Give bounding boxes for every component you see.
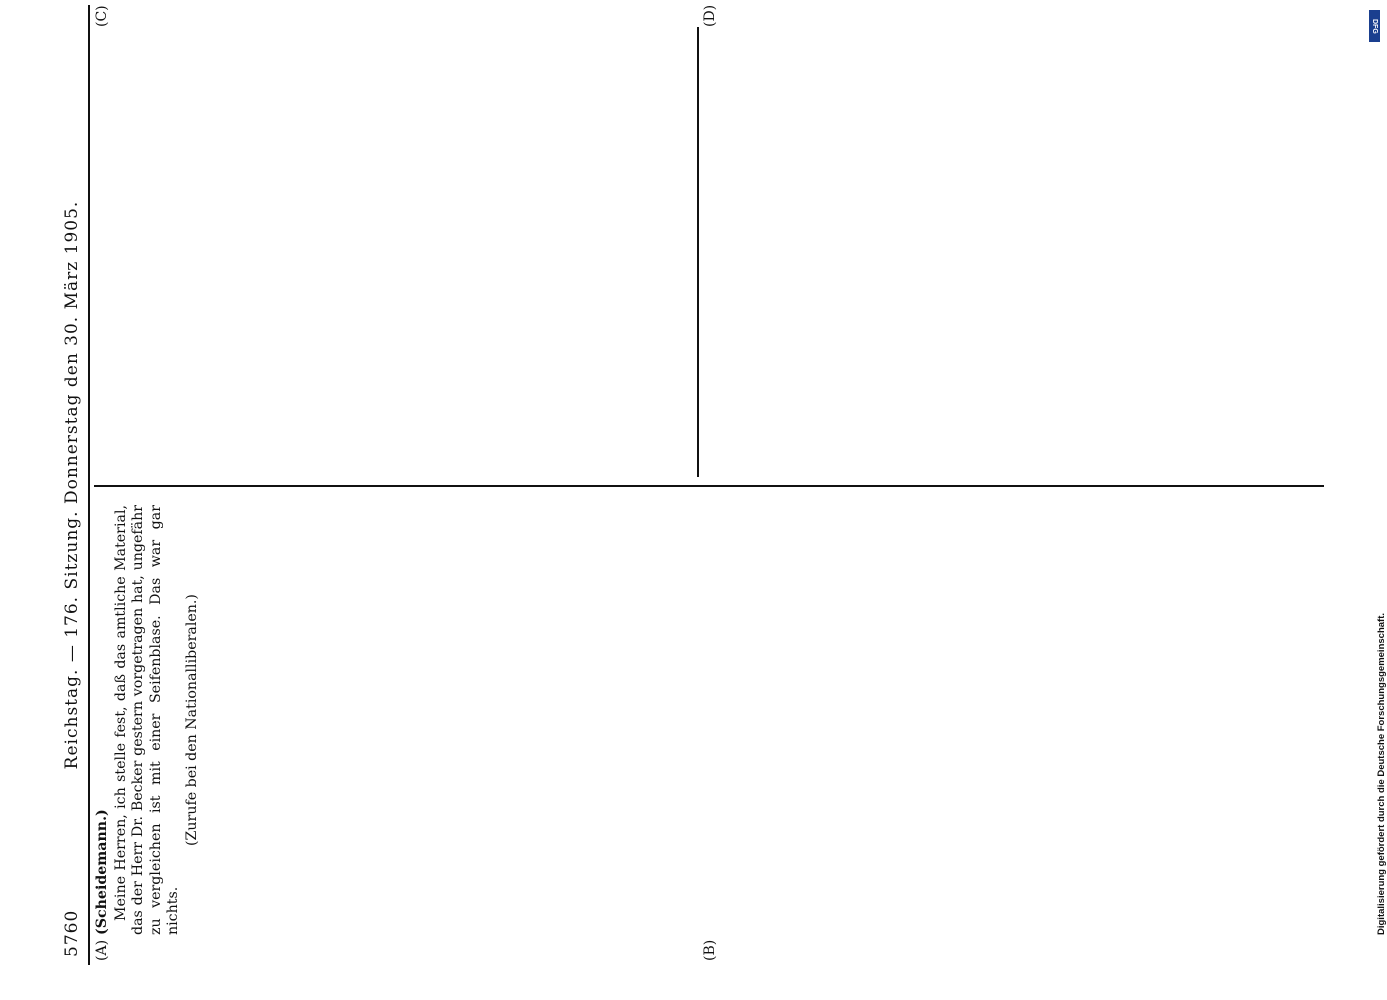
text-column-left <box>94 505 694 935</box>
marker-b: (B) <box>702 939 718 961</box>
marker-d: (D) <box>702 4 718 27</box>
text-column-left-lower <box>700 505 1328 935</box>
page-number: 5760 <box>62 909 82 957</box>
marker-c: (C) <box>94 5 110 27</box>
paragraph: (Zurufe bei den Nationalliberalen.) <box>183 594 200 846</box>
paragraph: (Scheidemann.) <box>94 809 110 935</box>
header-rule <box>88 5 90 965</box>
page-title: Reichstag. — 176. Sitzung. Donnerstag den 30. März 1905. <box>62 200 82 770</box>
digitization-credit: Digitalisierung gefördert durch die Deutsche Forschungsgemeinschaft. <box>1376 613 1387 935</box>
section-divider <box>697 27 699 477</box>
page-header <box>50 5 90 965</box>
document-page <box>50 5 1330 965</box>
dfg-logo: DFG <box>1369 10 1380 42</box>
paragraph: Meine Herren, ich stelle fest, daß das amtliche Material, das der Herr Dr. Becker gestern vorgetragen hat, ungefähr zu vergleichen ist mit einer Seifenblase. Das war gar nichts. <box>112 505 182 935</box>
marker-a: (A) <box>94 939 110 961</box>
column-divider <box>94 485 1324 487</box>
text-column-right <box>94 30 694 465</box>
